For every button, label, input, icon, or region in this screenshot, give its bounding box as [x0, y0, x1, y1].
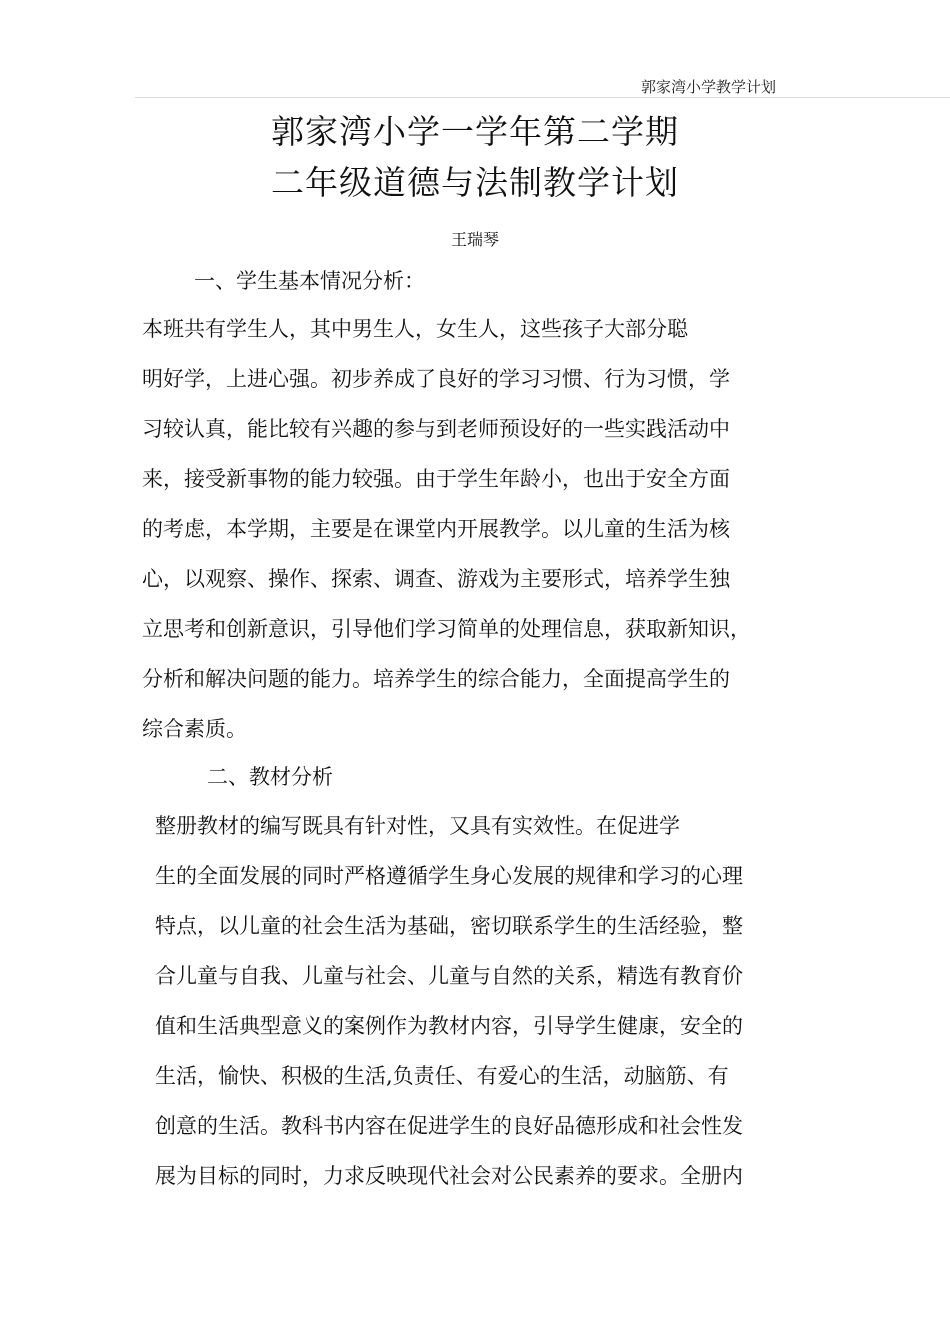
author-name: 王瑞琴	[450, 230, 499, 249]
textbook-analysis-paragraph	[155, 801, 825, 1201]
paragraph-line: 分析和解决问题的能力。培养学生的综合能力，全面提高学生的	[142, 667, 730, 691]
running-header: 郭家湾小学教学计划	[641, 78, 777, 96]
paragraph-line: 合儿童与自我、儿童与社会、儿童与自然的关系，精选有教育价	[155, 964, 743, 988]
student-analysis-paragraph	[142, 304, 832, 754]
paragraph-line: 生活，愉快、积极的生活,负责任、有爱心的生活，动脑筋、有	[155, 1064, 729, 1088]
document-title-line-2: 二年级道德与法制教学计划	[271, 163, 679, 202]
paragraph-line: 特点，以儿童的社会生活为基础，密切联系学生的生活经验，整	[155, 914, 743, 938]
document-title-line-1: 郭家湾小学一学年第二学期	[271, 112, 679, 151]
paragraph-line: 综合素质。	[142, 717, 247, 741]
section-heading-textbook-analysis: 二、教材分析	[207, 765, 333, 789]
paragraph-line: 值和生活典型意义的案例作为教材内容，引导学生健康，安全的	[155, 1014, 743, 1038]
paragraph-line: 来，接受新事物的能力较强。由于学生年龄小，也出于安全方面	[142, 467, 730, 491]
header-divider	[135, 97, 950, 98]
paragraph-line: 整册教材的编写既具有针对性，又具有实效性。在促进学	[155, 814, 680, 838]
paragraph-line: 立思考和创新意识，引导他们学习简单的处理信息，获取新知识，	[142, 617, 751, 641]
paragraph-line: 本班共有学生人，其中男生人，女生人，这些孩子大部分聪	[142, 317, 688, 341]
paragraph-line: 的考虑，本学期，主要是在课堂内开展教学。以儿童的生活为核	[142, 517, 730, 541]
paragraph-line: 创意的生活。教科书内容在促进学生的良好品德形成和社会性发	[155, 1114, 743, 1138]
paragraph-line: 展为目标的同时，力求反映现代社会对公民素养的要求。全册内	[155, 1164, 743, 1188]
paragraph-line: 习较认真，能比较有兴趣的参与到老师预设好的一些实践活动中	[142, 417, 730, 441]
paragraph-line: 明好学，上进心强。初步养成了良好的学习习惯、行为习惯，学	[142, 367, 730, 391]
section-heading-student-analysis: 一、学生基本情况分析：	[194, 269, 425, 293]
paragraph-line: 生的全面发展的同时严格遵循学生身心发展的规律和学习的心理	[155, 864, 743, 888]
paragraph-line: 心，以观察、操作、探索、调查、游戏为主要形式，培养学生独	[142, 567, 730, 591]
